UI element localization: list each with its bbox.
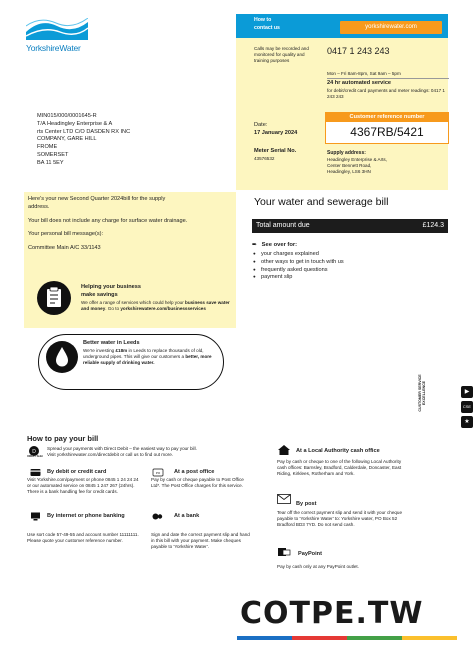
address-line: COMPANY, GARE HILL [37, 136, 97, 143]
post-office-title: At a post office [174, 469, 215, 475]
total-value: £124.3 [422, 222, 444, 229]
leeds-title: Better water in Leeds [83, 340, 140, 346]
business-title-line: make savings [81, 292, 118, 299]
leeds-text-part: We're investing [83, 348, 116, 353]
leeds-amount: £18m [115, 348, 128, 353]
supply-line: Center Bennett Road, [327, 163, 372, 169]
intro-text [28, 196, 188, 253]
pay-title: How to pay your bill [27, 434, 99, 443]
meter-label: Meter Serial No. [254, 148, 297, 154]
total-label: Total amount due [256, 222, 310, 229]
service-excellence-label [418, 373, 428, 413]
list-item: ● your charges explained [252, 251, 432, 259]
total-amount-bar [252, 219, 448, 233]
computer-icon [30, 512, 41, 521]
post-office-icon [151, 468, 165, 477]
direct-debit-text [47, 446, 247, 458]
credit-card-icon [30, 468, 41, 477]
svg-text:D: D [32, 449, 36, 455]
business-title-line: Helping your business [81, 284, 141, 290]
paypoint-icon [277, 547, 291, 557]
list-item: ● other ways to get in touch with us [252, 259, 432, 267]
ref-label: Customer reference number [326, 113, 448, 122]
date-value: 17 January 2024 [254, 130, 298, 136]
business-text-part: We offer a range of services which could help your [81, 300, 186, 305]
see-over-list [252, 251, 432, 282]
business-services-link[interactable]: yorkshirewatere.com/businessservices [120, 306, 206, 312]
direct-debit-line: Visit yorkshirewater.com/directdebit or call us to find out more. [47, 452, 174, 458]
date-label: Date: [254, 122, 268, 128]
business-text-part: . Go to [105, 306, 121, 312]
direct-debit-icon [27, 445, 41, 459]
bank-title: At a bank [174, 513, 200, 519]
website-link[interactable]: yorkshirewater.com [340, 21, 442, 34]
card-text: Visit Yorkshire.com/payment or phone 0845 1 24 24 24 or our automated service on 0845 1 247 267 (24hrs). There is a bank handling fee for credit cards. [27, 477, 139, 495]
contact-heading: How to contact us [254, 17, 280, 31]
address-line: rts Center LTD C/O DASDEN RX INC [37, 128, 131, 135]
internet-title: By internet or phone banking [47, 513, 125, 519]
intro-paragraph: Your bill does not include any charge for surface water drainage. [28, 217, 188, 224]
customer-reference-box [325, 112, 449, 144]
svg-text:PO: PO [155, 471, 161, 475]
cse-badge: CSE [461, 401, 473, 413]
address-line: T/A Headingley Enterprise & A [37, 120, 113, 127]
card-title: By debit or credit card [47, 469, 107, 475]
contact-divider [327, 78, 449, 79]
leeds-text [83, 348, 215, 367]
contact-header [236, 14, 448, 38]
star-icon: ★ [461, 416, 473, 428]
water-wave-icon [26, 18, 88, 40]
paypoint-text: Pay by cash only at any PayPoint outlet. [277, 564, 359, 569]
meter-value: 43576532 [254, 156, 275, 161]
intro-paragraph: Committee Main A/C 33/1143 [28, 245, 101, 252]
direct-debit-label: DIRECT Debit [27, 455, 43, 458]
list-item: ● frequently asked questions [252, 267, 432, 275]
automated-title: 24 hr automated service [327, 80, 392, 86]
business-text [81, 300, 231, 312]
bill-title: Your water and sewerage bill [254, 196, 389, 208]
brand-name: YorkshireWater [26, 43, 81, 53]
contact-hours: Mon – Fri 8am-8pm, Sat 9am – 5pm [327, 71, 401, 76]
direct-debit-line: Spread your payments with Direct Debit – the easiest way to pay your bill. [47, 446, 197, 451]
local-authority-title: At a Local Authority cash office [296, 448, 380, 454]
business-title [81, 283, 141, 300]
supply-label: Supply address: [327, 150, 366, 156]
local-authority-text: Pay by cash or cheque to one of the following Local Authority cash offices: Barnsley, Bradford, Calderdale, Doncaster, East Riding, Kirklees, Rotherham and York. [277, 459, 402, 477]
clipboard-icon [37, 281, 71, 315]
bank-text: Sign and date the correct payment slip and hand in this bill with your payment. Make cheques payable to 'Yorkshire Water'. [151, 532, 250, 550]
supply-address [327, 157, 447, 176]
house-icon [277, 444, 291, 456]
brand-logo [24, 16, 96, 56]
automated-desc: for debit/credit card payments and meter readings: 0417 1 243 243 [327, 88, 445, 100]
post-office-text: Pay by cash or cheque payable to Post Office Ltd*. The Post Office charges for this service. [151, 477, 244, 489]
bank-icon [152, 512, 163, 521]
leeds-text-bold: better, more reliable supply of drinking water. [83, 354, 212, 366]
internet-text: Use sort code 57-49-55 and account number 11111111. Please quote your customer reference number. [27, 532, 139, 544]
address-line: BA 11 5EY [37, 159, 64, 166]
business-text-bold: business save water and money [81, 300, 230, 312]
envelope-icon [277, 494, 291, 504]
supply-line: Headingley Enterprise & Arts, [327, 157, 388, 162]
see-over-label: See over for: [261, 242, 298, 248]
service-excellence-text: CUSTOMER SERVICE EXCELLENCE [418, 374, 427, 412]
address-line: MIN015/000/0001645-R [37, 113, 97, 119]
arrow-right-icon: ➨ [252, 242, 258, 248]
post-title: By post [296, 501, 317, 507]
recorded-note: Calls may be recorded and monitored for quality and training purposes [254, 46, 309, 64]
leeds-text-part: in Leeds to replace thousands of old, underground pipes. This will give our customers a [83, 348, 204, 360]
intro-paragraph: Your personal bill message(s): [28, 231, 104, 238]
post-text: Tear off the correct payment slip and send it with your cheque payable to 'Yorkshire Water' to: Yorkshire water, PO Box 52 Bradford BD3 7YD. Do not send cash. [277, 510, 403, 528]
contact-phone: 0417 1 243 243 [327, 46, 390, 56]
see-over [252, 241, 297, 248]
supply-line: Headingley, LS6 3HN [327, 169, 371, 175]
intro-paragraph: Here's your new Second Quarter 2024bill for the supply address. [28, 196, 166, 210]
water-drop-icon [46, 341, 78, 373]
paypoint-title: PayPoint [298, 551, 322, 557]
address-line: FROME [37, 144, 58, 151]
recipient-address [37, 113, 187, 168]
watermark-text: COTPE.TW [240, 596, 424, 631]
address-line: SOMERSET [37, 152, 69, 159]
play-icon: ▶ [461, 386, 473, 398]
ref-value: 4367RB/5421 [350, 125, 424, 139]
color-stripe [237, 636, 457, 640]
list-item: ● payment slip [252, 274, 432, 282]
